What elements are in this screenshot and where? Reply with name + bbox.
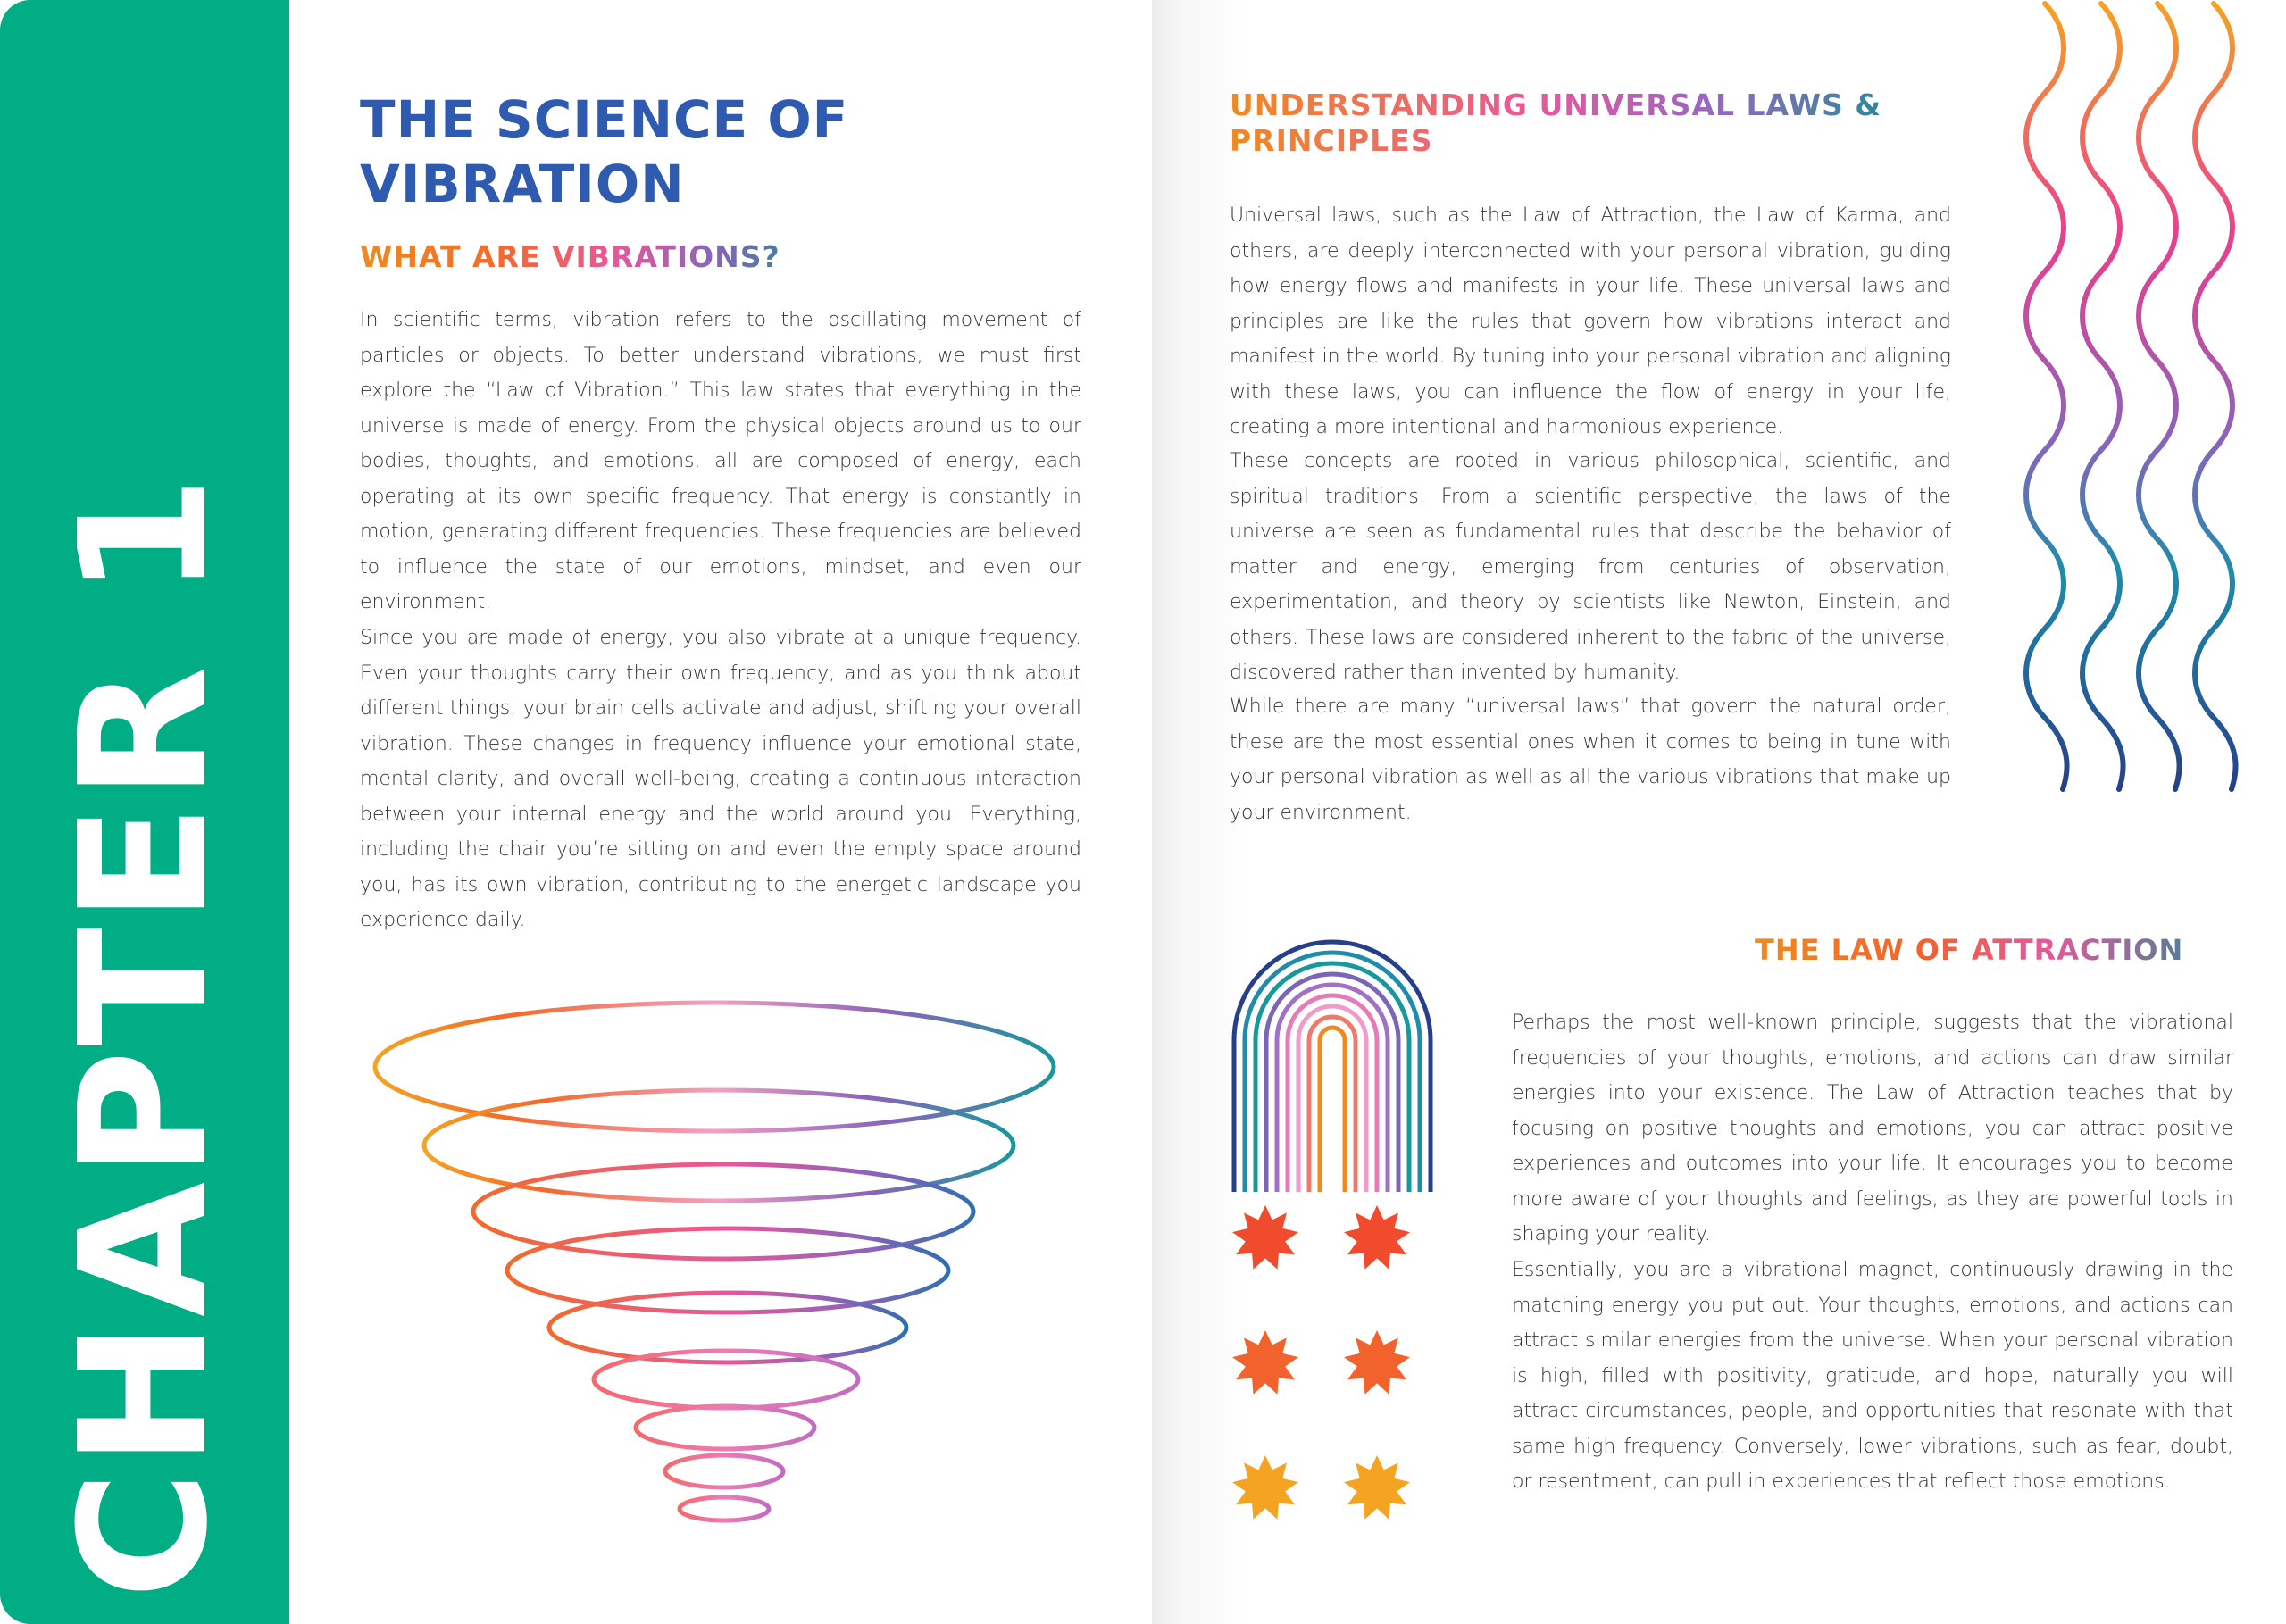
- vortex-rings-illustration: [371, 987, 1076, 1540]
- law-paragraph-1: Perhaps the most well-known principle, suggests that the vibrational frequencies of your thoughts, emotions, and actions can draw similar energies into your existence. The Law of Attraction teaches that by focusing on positive thoughts and emotions, you can attract positive experiences and outcomes into your life. It encourages you to become more aware of your thoughts and feelings, as they are powerful tools in shaping your reality.: [1512, 1012, 2233, 1245]
- starburst-icon: [1344, 1330, 1410, 1395]
- wave-line: [2082, 4, 2123, 789]
- starburst-icon: [1344, 1455, 1410, 1520]
- rainbow-arch-illustration: [1225, 933, 1448, 1192]
- starburst-icon: [1232, 1205, 1298, 1270]
- wavy-lines-illustration: [2000, 0, 2259, 804]
- chapter-label: CHAPTER 1: [43, 471, 246, 1600]
- vortex-ring: [636, 1406, 814, 1449]
- wave-line: [2139, 4, 2180, 789]
- vortex-ring: [680, 1497, 769, 1520]
- law-paragraph-2: Essentially, you are a vibrational magnet, continuously drawing in the matching energy you put out. Your thoughts, emotions, and actions can attract similar energies from the universe. When your personal vibration is high, filled with positivity, gratitude, and hope, naturally you will attract circumstances, people, and opportunities that resonate with that same high frequency. Conversely, lower vibrations, such as fear, doubt, or resentment, can pull in experiences that reflect those emotions.: [1512, 1259, 2233, 1493]
- left-paragraph-2: Since you are made of energy, you also vibrate at a unique frequency. Even your thoughts carry their own frequency, and as you think about different things, your brain cells activate and adjust, shifting your overall vibration. These changes in frequency influence your emotional state, mental clarity, and overall well-being, creating a continuous interaction between your internal energy and the world around you. Everything, including the chair you’re sitting on and even the empty space around you, has its own vibration, contributing to the energetic landscape you experience daily.: [360, 627, 1081, 931]
- right-paragraph-3: While there are many “universal laws” that govern the natural order, these are the most essential ones when it comes to being in tune with your personal vibration as well as all the various vibrations that make up your environment.: [1230, 695, 1951, 824]
- heading-universal-laws: UNDERSTANDING UNIVERSAL LAWS & PRINCIPLES: [1230, 87, 1908, 159]
- starburst-icon: [1344, 1205, 1410, 1270]
- starburst-icon: [1232, 1330, 1298, 1395]
- vortex-ring: [665, 1455, 783, 1487]
- chapter-tab: [0, 0, 289, 1624]
- right-paragraph-2: These concepts are rooted in various philosophical, scientific, and spiritual traditions. From a scientific perspective, the laws of the universe are seen as fundamental rules that describe the behavior of matter and energy, emerging from centuries of observation, experimentation, and theory by scientists like Newton, Einstein, and others. These laws are considered inherent to the fabric of the universe, discovered rather than invented by humanity.: [1230, 450, 1951, 684]
- left-paragraph-1: In scientific terms, vibration refers to the oscillating movement of particles or objects. To better understand vibrations, we must first explore the “Law of Vibration.” This law states that everything in the universe is made of energy. From the physical objects around us to our bodies, thoughts, and emotions, all are composed of energy, each operating at its own specific frequency. That energy is constantly in motion, generating different frequencies. These frequencies are believed to influence the state of our emotions, mindset, and even our environment.: [360, 309, 1081, 613]
- vortex-ring: [507, 1228, 948, 1312]
- subheading-what-are-vibrations: WHAT ARE VIBRATIONS?: [360, 239, 824, 275]
- right-paragraph-1: Universal laws, such as the Law of Attraction, the Law of Karma, and others, are deeply interconnected with your personal vibration, guiding how energy flows and manifests in your life. These universal laws and principles are like the rules that govern how vibrations interact and manifest in the world. By tuning into your personal vibration and aligning with these laws, you can influence the flow of energy in your life, creating a more intentional and harmonious experience.: [1230, 204, 1951, 438]
- heading-law-of-attraction: THE LAW OF ATTRACTION: [1755, 932, 2237, 968]
- page-title: THE SCIENCE OF VIBRATION: [360, 89, 849, 214]
- starburst-icon: [1232, 1455, 1298, 1520]
- wave-line: [2195, 4, 2236, 789]
- starburst-cluster-illustration: [1225, 1205, 1457, 1562]
- vortex-ring: [594, 1351, 858, 1408]
- wave-line: [2026, 4, 2067, 789]
